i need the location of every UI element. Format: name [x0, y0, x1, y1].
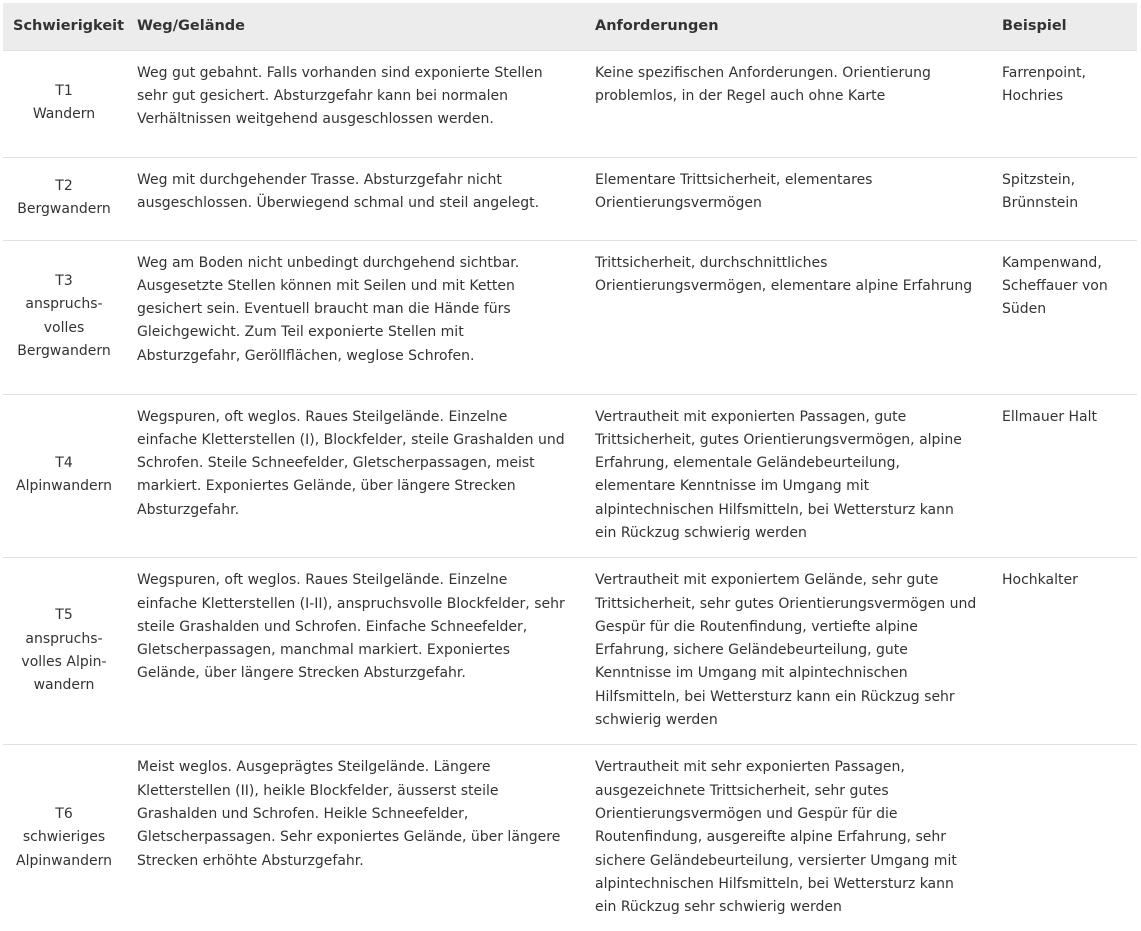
example-cell: Spitzstein, Brünnstein	[990, 157, 1137, 240]
grade-cell	[3, 558, 125, 745]
table-row	[3, 745, 1137, 931]
grade-label: schwieriges Alpinwandern	[16, 829, 112, 869]
requirements-cell: Vertrautheit mit sehr exponierten Passagen, ausgezeichnete Trittsicherheit, sehr gutes Orientierungsvermögen und Gespür für die Routenfindung, ausgereifte alpine Erfahrung, sehr sichere Geländebeurteilung, versierter Umgang mit alpintechnischen Hilfsmitteln, bei Wettersturz kann ein Rückzug sehr schwierig werden	[583, 745, 990, 931]
grade-label: anspruchs- volles Alpin- wandern	[21, 630, 107, 694]
header-terrain: Weg/Gelände	[137, 17, 246, 34]
requirements-cell: Vertrautheit mit exponiertem Gelände, sehr gute Trittsicherheit, sehr gutes Orientierungsvermögen und Gespür für die Routenfindung, vertiefte alpine Erfahrung, sichere Geländebeurteilung, gute Kenntnisse im Umgang mit alpintechnischen Hilfsmitteln, bei Wettersturz kann ein Rückzug sehr schwierig werden	[583, 558, 990, 745]
grade-cell	[3, 745, 125, 931]
grade-cell	[3, 157, 125, 240]
requirements-cell: Vertrautheit mit exponierten Passagen, gute Trittsicherheit, gutes Orientierungsvermögen, alpine Erfahrung, elementale Geländebeurteilung, elementare Kenntnisse im Umgang mit alpintechnischen Hilfsmitteln, bei Wettersturz kann ein Rückzug schwierig werden	[583, 394, 990, 558]
requirements-cell: Elementare Trittsicherheit, elementares Orientierungsvermögen	[583, 157, 990, 240]
header-row	[3, 3, 1137, 50]
grade-cell	[3, 50, 125, 157]
table-row	[3, 394, 1137, 558]
grade-label: anspruchs- volles Bergwandern	[17, 296, 111, 359]
terrain-cell: Weg mit durchgehender Trasse. Absturzgefahr nicht ausgeschlossen. Überwiegend schmal und steil angelegt.	[125, 157, 583, 240]
grade-code: T5	[55, 607, 73, 624]
grade-code: T2	[55, 177, 73, 194]
requirements-cell: Trittsicherheit, durchschnittliches Orientierungsvermögen, elementare alpine Erfahrung	[583, 240, 990, 394]
example-cell: Ellmauer Halt	[990, 394, 1137, 558]
example-cell: Hochkalter	[990, 558, 1137, 745]
terrain-cell: Meist weglos. Ausgeprägtes Steilgelände. Längere Kletterstellen (II), heikle Blockfelder, äusserst steile Grashalden und Schrofen. Heikle Schneefelder, Gletscherpassagen. Sehr exponiertes Gelände, über längere Strecken erhöhte Absturzgefahr.	[125, 745, 583, 931]
table-row	[3, 240, 1137, 394]
example-cell: Kampenwand, Scheffauer von Süden	[990, 240, 1137, 394]
terrain-cell: Wegspuren, oft weglos. Raues Steilgelände. Einzelne einfache Kletterstellen (I-II), anspruchsvolle Blockfelder, sehr steile Grashalden und Schrofen. Einfache Schneefelder, Gletscherpassagen, manchmal markiert. Exponiertes Gelände, über längere Strecken Absturzgefahr.	[125, 558, 583, 745]
terrain-cell: Weg gut gebahnt. Falls vorhanden sind exponierte Stellen sehr gut gesichert. Absturzgefahr kann bei normalen Verhältnissen weitgehend ausgeschlossen werden.	[125, 50, 583, 157]
table-row	[3, 558, 1137, 745]
grade-code: T4	[55, 455, 73, 472]
grade-label: Wandern	[32, 106, 96, 122]
example-cell: Farrenpoint, Hochries	[990, 50, 1137, 157]
table-header	[3, 3, 1137, 50]
header-example: Beispiel	[1002, 17, 1067, 34]
grade-label: Bergwandern	[17, 201, 111, 217]
requirements-cell: Keine spezifischen Anforderungen. Orientierung problemlos, in der Regel auch ohne Karte	[583, 50, 990, 157]
example-cell	[990, 745, 1137, 931]
grade-code: T6	[55, 805, 73, 822]
table-row	[3, 157, 1137, 240]
header-requirements: Anforderungen	[595, 17, 719, 34]
table-body	[3, 50, 1137, 931]
terrain-cell: Weg am Boden nicht unbedingt durchgehend sichtbar. Ausgesetzte Stellen können mit Seilen und mit Ketten gesichert sein. Eventuell braucht man die Hände fürs Gleichgewicht. Zum Teil exponierte Stellen mit Absturzgefahr, Geröllflächen, weglose Schrofen.	[125, 240, 583, 394]
header-difficulty: Schwierigkeit	[13, 17, 125, 34]
grade-label: Alpinwandern	[16, 478, 112, 495]
table-row	[3, 50, 1137, 157]
grade-cell	[3, 394, 125, 558]
difficulty-table	[3, 3, 1137, 931]
grade-cell	[3, 240, 125, 394]
terrain-cell: Wegspuren, oft weglos. Raues Steilgelände. Einzelne einfache Kletterstellen (I), Blockfelder, steile Grashalden und Schrofen. Steile Schneefelder, Gletscherpassagen, meist markiert. Exponiertes Gelände, über längere Strecken Absturzgefahr.	[125, 394, 583, 558]
grade-code: T1	[55, 82, 73, 99]
grade-code: T3	[55, 272, 73, 289]
